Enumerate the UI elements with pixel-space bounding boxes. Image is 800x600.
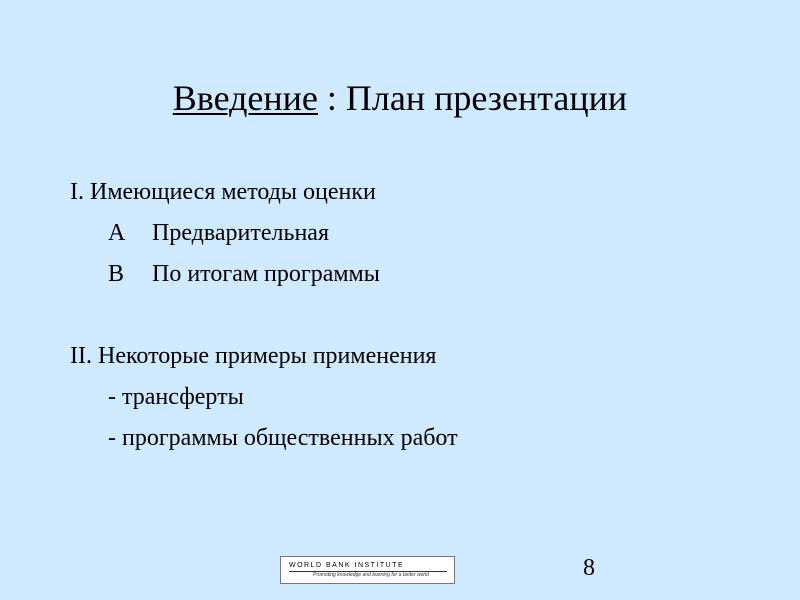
section-1-heading: I. Имеющиеся методы оценки [70, 179, 376, 205]
section-1-item-a [70, 219, 458, 260]
section-spacer [70, 301, 458, 342]
world-bank-institute-logo [280, 556, 455, 584]
slide-title [0, 76, 800, 120]
section-2-item-1: - трансферты [108, 384, 244, 410]
title-rest: : План презентации [317, 78, 628, 118]
item-letter: A [108, 220, 126, 246]
section-2-heading: II. Некоторые примеры применения [70, 343, 437, 369]
section-1-item-b [70, 260, 458, 301]
item-text: Предварительная [152, 220, 329, 246]
section-2-item-2: - программы общественных работ [108, 425, 458, 451]
slide-content [70, 178, 458, 465]
logo-name: WORLD BANK INSTITUTE [289, 562, 405, 569]
page-number: 8 [583, 555, 595, 581]
logo-tagline: Promoting knowledge and learning for a better world [313, 572, 429, 578]
item-text: По итогам программы [152, 261, 380, 287]
title-underlined-part: Введение [172, 78, 318, 118]
item-letter: B [108, 261, 125, 287]
